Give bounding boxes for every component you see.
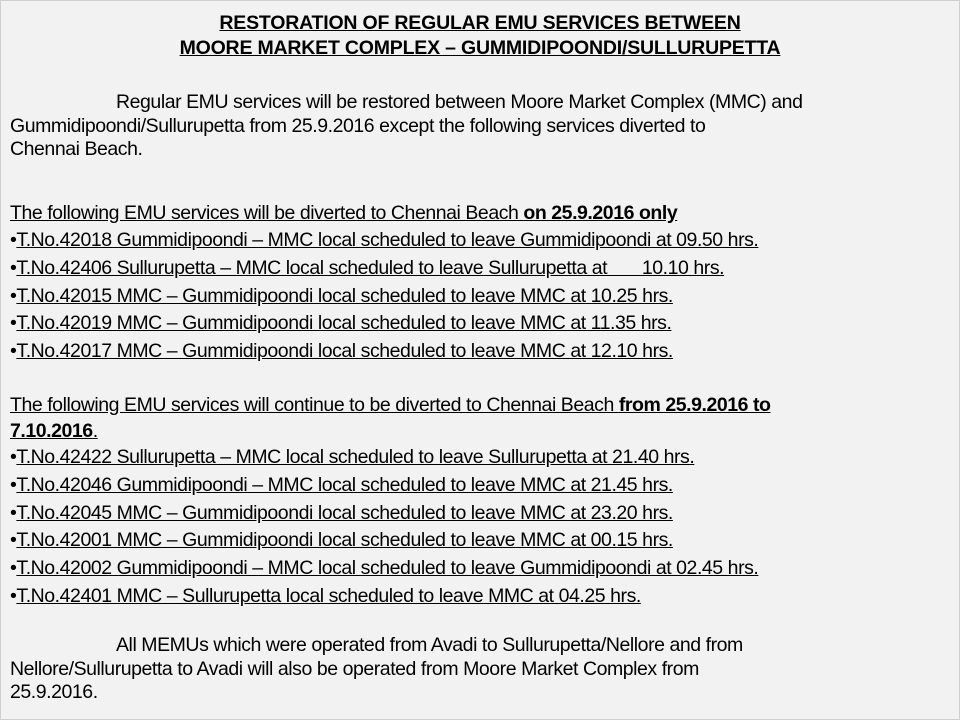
intro-line-3: Chennai Beach. bbox=[10, 138, 143, 161]
closing-paragraph bbox=[10, 634, 953, 705]
section1-heading bbox=[10, 200, 953, 227]
bullet-icon: • bbox=[10, 229, 17, 251]
bullet-icon: • bbox=[10, 340, 17, 363]
list-item: •T.No.42002 Gummidipoondi – MMC local scheduled to leave Gummidipoondi at 02.45 hrs. bbox=[10, 557, 759, 580]
bullet-icon: • bbox=[10, 284, 17, 307]
bullet-icon: • bbox=[10, 557, 17, 580]
list-item: •T.No.42046 Gummidipoondi – MMC local scheduled to leave MMC at 21.45 hrs. bbox=[10, 473, 673, 496]
section2-heading-date-1: from 25.9.2016 to bbox=[618, 394, 771, 416]
list-item: •T.No.42018 Gummidipoondi – MMC local scheduled to leave Gummidipoondi at 09.50 hrs. bbox=[10, 229, 759, 251]
list-item: •T.No.42045 MMC – Gummidipoondi local scheduled to leave MMC at 23.20 hrs. bbox=[10, 501, 673, 524]
bullet-icon: • bbox=[10, 473, 17, 496]
section-on-25-9-2016 bbox=[10, 200, 953, 366]
list-item: •T.No.42017 MMC – Gummidipoondi local scheduled to leave MMC at 12.10 hrs. bbox=[10, 340, 673, 363]
bullet-icon: • bbox=[10, 312, 17, 335]
list-item: •T.No.42406 Sullurupetta – MMC local scheduled to leave Sullurupetta at 10.10 hrs. bbox=[10, 256, 725, 279]
section1-heading-text: The following EMU services will be diverted to Chennai Beach bbox=[10, 202, 524, 224]
bullet-icon: • bbox=[10, 501, 17, 524]
section2-heading-text: The following EMU services will continue to be diverted to Chennai Beach bbox=[10, 394, 619, 416]
closing-line-3: 25.9.2016. bbox=[10, 681, 98, 704]
closing-line-2: Nellore/Sullurupetta to Avadi will also be operated from Moore Market Complex from bbox=[10, 657, 699, 680]
closing-line-1: All MEMUs which were operated from Avadi to Sullurupetta/Nellore and from bbox=[116, 634, 743, 656]
section2-heading-line-1 bbox=[10, 392, 953, 418]
list-item: •T.No.42001 MMC – Gummidipoondi local scheduled to leave MMC at 00.15 hrs. bbox=[10, 529, 673, 552]
list-item: •T.No.42422 Sullurupetta – MMC local scheduled to leave Sullurupetta at 21.40 hrs. bbox=[10, 446, 695, 468]
title-line-2: MOORE MARKET COMPLEX – GUMMIDIPOONDI/SULLURUPETTA bbox=[179, 37, 781, 59]
notice-title bbox=[1, 11, 959, 61]
list-item: •T.No.42401 MMC – Sullurupetta local scheduled to leave MMC at 04.25 hrs. bbox=[10, 584, 641, 607]
intro-line-1: Regular EMU services will be restored between Moore Market Complex (MMC) and bbox=[116, 91, 803, 113]
bullet-icon: • bbox=[10, 529, 17, 552]
section2-heading-line-2: 7.10.2016. bbox=[10, 420, 98, 442]
bullet-icon: • bbox=[10, 256, 17, 279]
list-item: •T.No.42019 MMC – Gummidipoondi local scheduled to leave MMC at 11.35 hrs. bbox=[10, 312, 672, 335]
title-line-1: RESTORATION OF REGULAR EMU SERVICES BETWEEN bbox=[219, 12, 741, 34]
bullet-icon: • bbox=[10, 446, 17, 468]
section1-heading-date: on 25.9.2016 only bbox=[523, 202, 678, 224]
intro-paragraph bbox=[10, 91, 953, 162]
intro-line-2: Gummidipoondi/Sullurupetta from 25.9.2016 except the following services diverted to bbox=[10, 114, 706, 137]
section-from-25-9-to-7-10 bbox=[10, 392, 953, 611]
list-item: •T.No.42015 MMC – Gummidipoondi local scheduled to leave MMC at 10.25 hrs. bbox=[10, 284, 673, 307]
bullet-icon: • bbox=[10, 584, 17, 607]
section2-heading-date-2: 7.10.2016 bbox=[10, 420, 93, 442]
